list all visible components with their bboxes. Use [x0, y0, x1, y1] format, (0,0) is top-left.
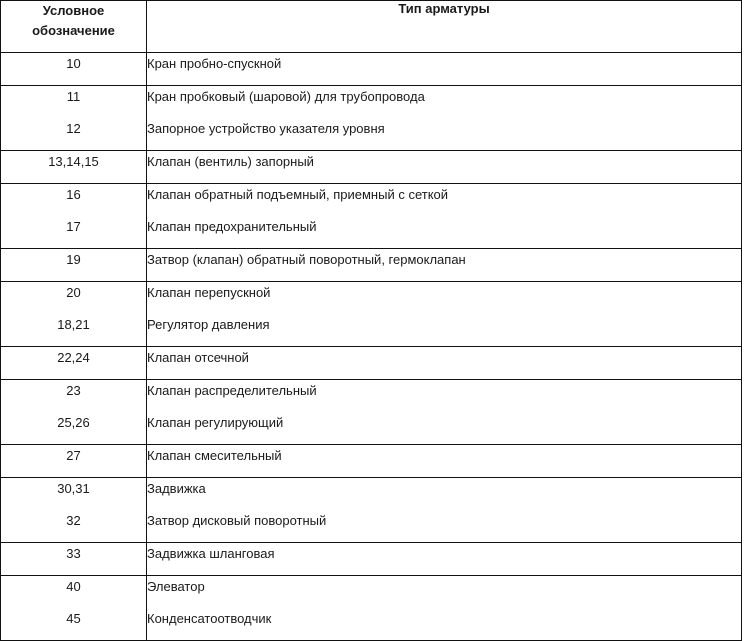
- type-value: Запорное устройство указателя уровня: [147, 121, 385, 136]
- code-value: 25,26: [57, 415, 90, 430]
- type-cell: [147, 347, 742, 380]
- code-value: 27: [66, 448, 81, 463]
- code-value: 45: [66, 611, 81, 626]
- type-value: Конденсатоотводчик: [147, 611, 272, 626]
- type-cell: [147, 184, 742, 249]
- code-value: 13,14,15: [48, 154, 99, 169]
- type-value: Клапан регулирующий: [147, 415, 284, 430]
- table-row: [1, 53, 742, 86]
- code-cell: [1, 445, 147, 478]
- type-value: Клапан (вентиль) запорный: [147, 154, 314, 169]
- code-value: 18,21: [57, 317, 90, 332]
- header-code: [1, 1, 147, 53]
- code-cell: [1, 184, 147, 249]
- header-type: Тип арматуры: [147, 1, 742, 53]
- type-value: Клапан предохранительный: [147, 219, 317, 234]
- code-value: 40: [66, 579, 81, 594]
- table-row: [1, 478, 742, 543]
- type-value: Задвижка: [147, 481, 206, 496]
- type-cell: [147, 380, 742, 445]
- type-cell: [147, 249, 742, 282]
- code-value: 20: [66, 285, 81, 300]
- code-cell: [1, 249, 147, 282]
- code-value: 30,31: [57, 481, 90, 496]
- table-row: [1, 151, 742, 184]
- header-row: [1, 1, 742, 53]
- type-value: Задвижка шланговая: [147, 546, 275, 561]
- type-cell: [147, 478, 742, 543]
- header-code-line1: Условное: [42, 3, 105, 18]
- table-row: [1, 576, 742, 641]
- type-cell: [147, 282, 742, 347]
- type-value: Регулятор давления: [147, 317, 270, 332]
- code-value: 10: [66, 56, 81, 71]
- code-value: 32: [66, 513, 81, 528]
- type-value: Клапан отсечной: [147, 350, 249, 365]
- table-row: [1, 380, 742, 445]
- code-value: 11: [66, 89, 81, 104]
- table-row: [1, 347, 742, 380]
- code-cell: [1, 282, 147, 347]
- code-value: 23: [66, 383, 81, 398]
- type-cell: [147, 543, 742, 576]
- type-value: Клапан смесительный: [147, 448, 282, 463]
- type-value: Элеватор: [147, 579, 205, 594]
- type-value: Затвор (клапан) обратный поворотный, гермоклапан: [147, 252, 466, 267]
- code-cell: [1, 151, 147, 184]
- table-row: [1, 184, 742, 249]
- type-cell: [147, 445, 742, 478]
- code-value: 33: [66, 546, 81, 561]
- code-cell: [1, 347, 147, 380]
- table-body: [1, 53, 742, 641]
- type-value: Кран пробно-спускной: [147, 56, 282, 71]
- code-cell: [1, 86, 147, 151]
- code-value: 12: [66, 121, 81, 136]
- table-row: [1, 282, 742, 347]
- type-value: Клапан распределительный: [147, 383, 317, 398]
- table-row: [1, 445, 742, 478]
- code-cell: [1, 543, 147, 576]
- type-cell: [147, 53, 742, 86]
- type-value: Клапан перепускной: [147, 285, 271, 300]
- type-cell: [147, 86, 742, 151]
- type-value: Клапан обратный подъемный, приемный с сеткой: [147, 187, 449, 202]
- type-value: Кран пробковый (шаровой) для трубопровода: [147, 89, 425, 104]
- table-row: [1, 249, 742, 282]
- code-cell: [1, 380, 147, 445]
- type-cell: [147, 151, 742, 184]
- code-value: 22,24: [57, 350, 90, 365]
- type-value: Затвор дисковый поворотный: [147, 513, 327, 528]
- code-value: 17: [66, 219, 81, 234]
- header-code-line2: обозначение: [32, 23, 115, 38]
- code-cell: [1, 576, 147, 641]
- table-row: [1, 86, 742, 151]
- type-cell: [147, 576, 742, 641]
- code-value: 16: [66, 187, 81, 202]
- code-value: 19: [66, 252, 81, 267]
- code-cell: [1, 53, 147, 86]
- table-row: [1, 543, 742, 576]
- code-cell: [1, 478, 147, 543]
